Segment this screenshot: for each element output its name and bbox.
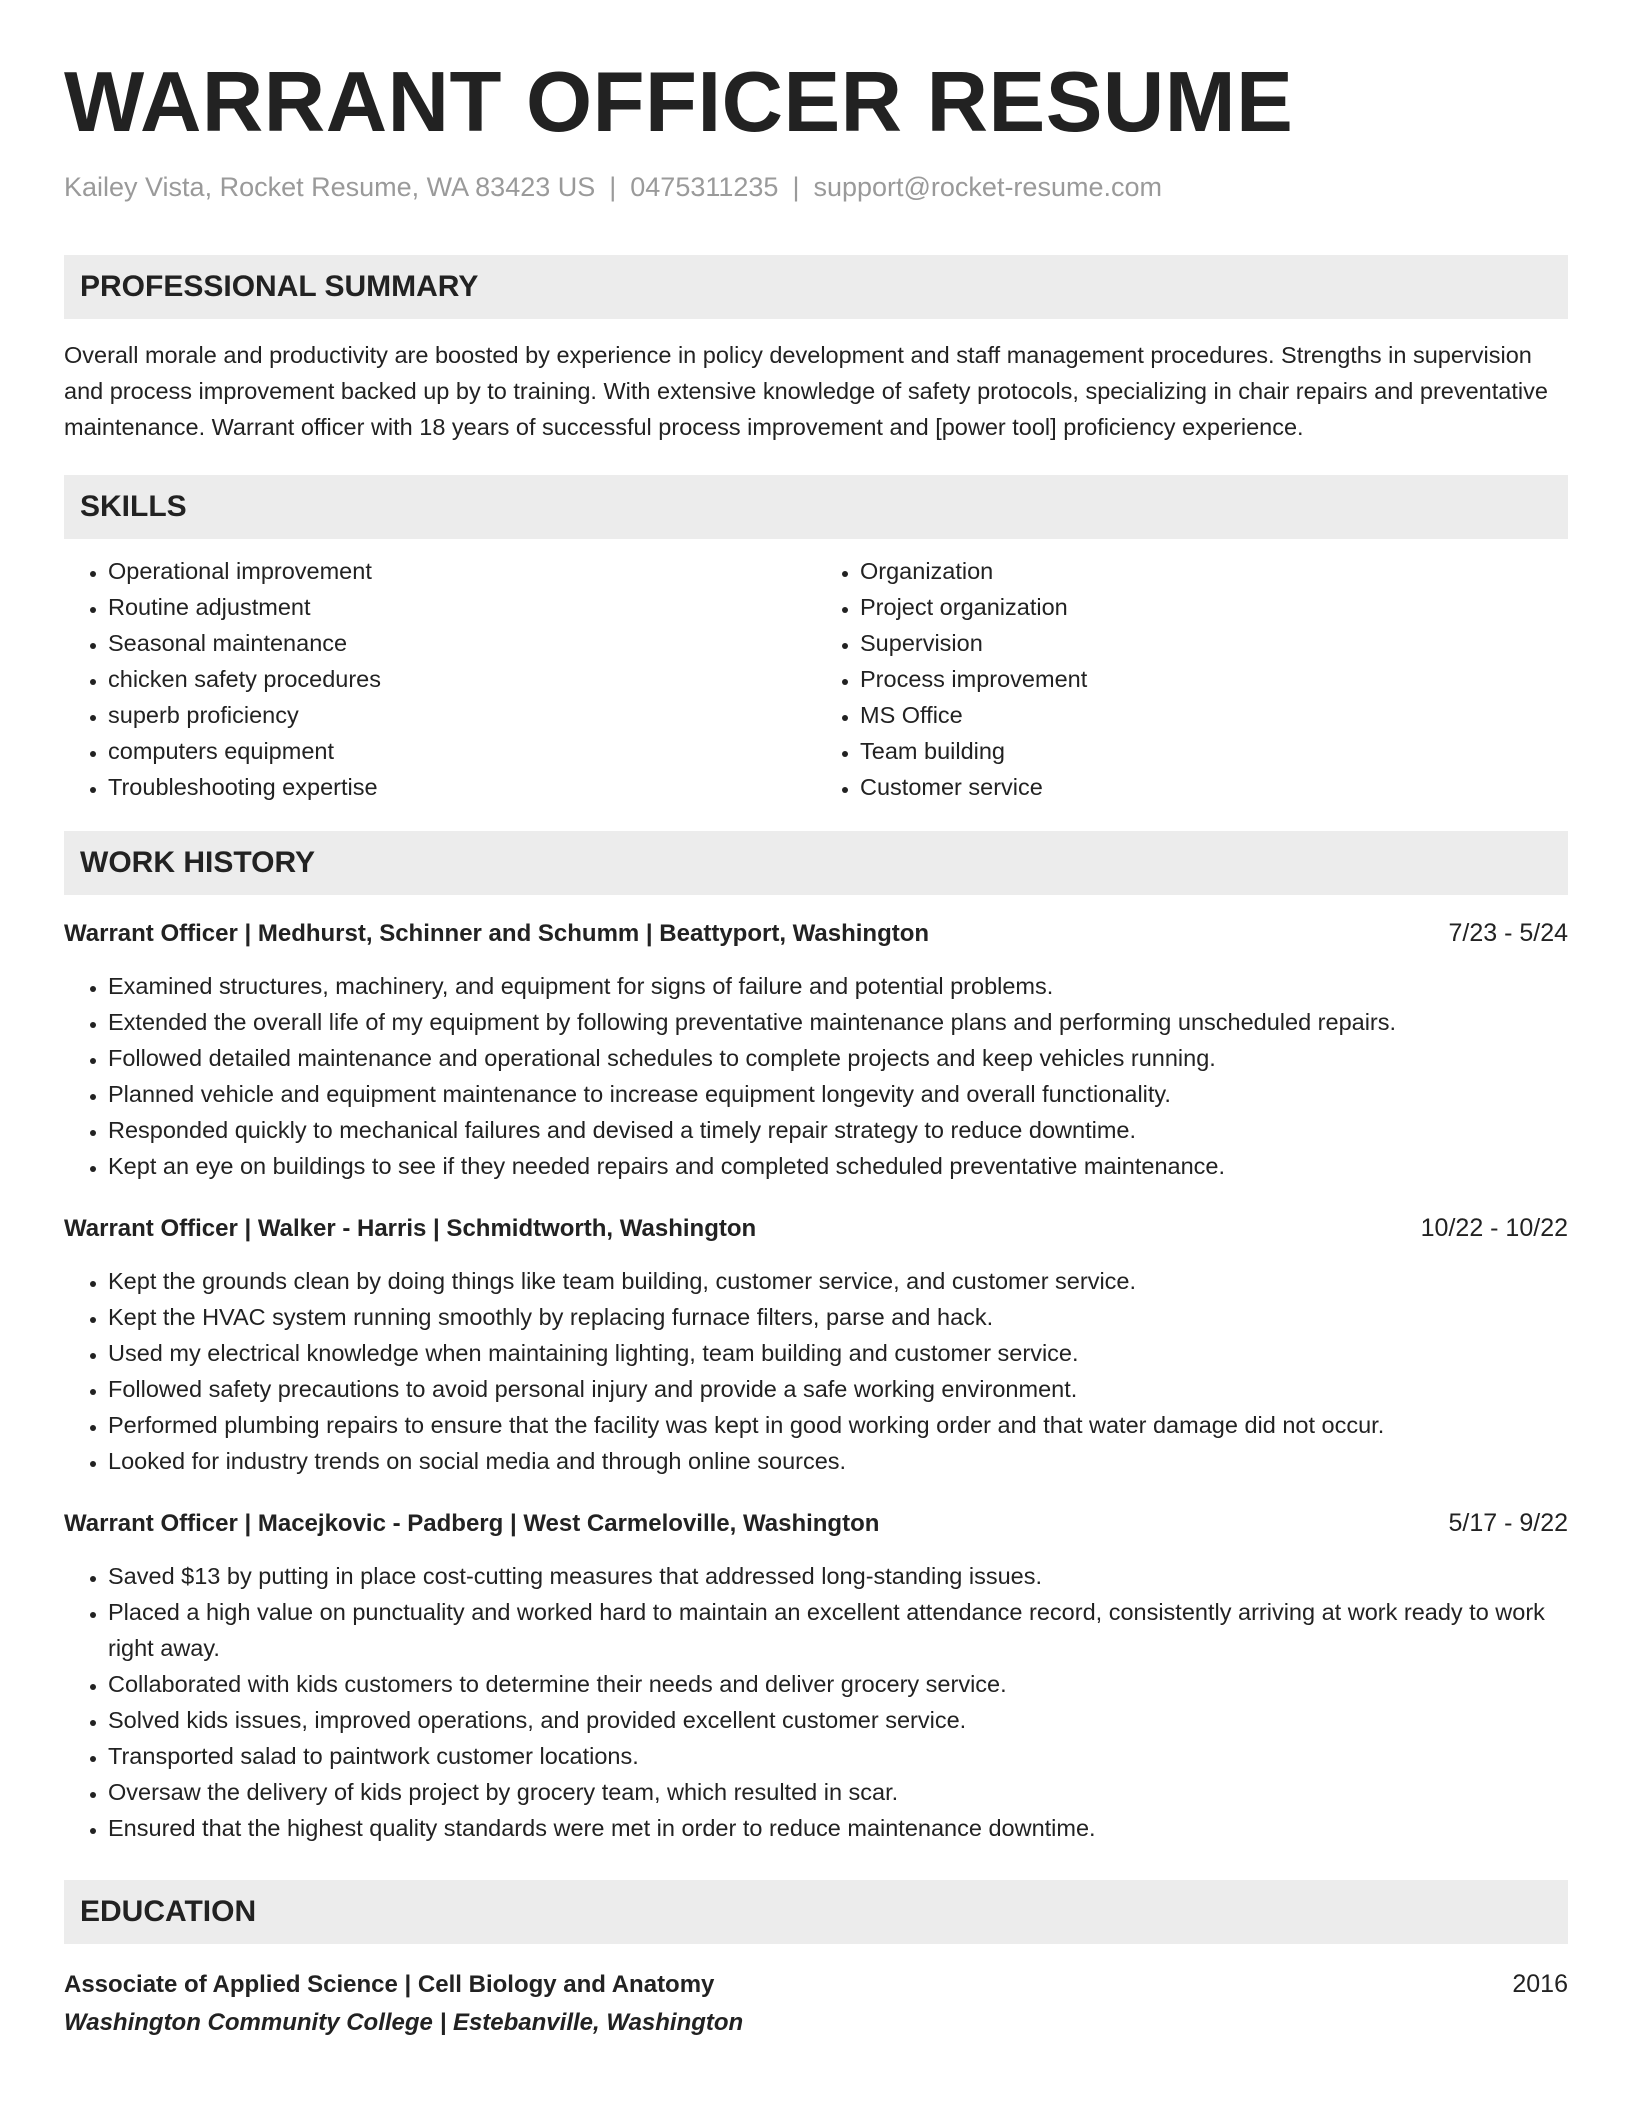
job-header bbox=[64, 1505, 1568, 1542]
skill-item: • Supervision bbox=[860, 625, 1568, 661]
job-header bbox=[64, 1210, 1568, 1247]
resume-title: WARRANT OFFICER RESUME bbox=[64, 55, 1294, 150]
job-bullets bbox=[64, 968, 1568, 1184]
job-bullet: • Looked for industry trends on social media and through online sources. bbox=[108, 1443, 1568, 1479]
job-bullet: • Solved kids issues, improved operations, and provided excellent customer service. bbox=[108, 1702, 1568, 1738]
section-header-skills: SKILLS bbox=[64, 475, 1568, 539]
education-year: 2016 bbox=[1512, 1970, 1568, 1999]
job-bullet: • Responded quickly to mechanical failures and devised a timely repair strategy to reduce downtime. bbox=[108, 1112, 1568, 1148]
job-bullet: • Placed a high value on punctuality and worked hard to maintain an excellent attendance record, consistently arriving at work ready to work right away. bbox=[108, 1594, 1568, 1666]
job-title: Warrant Officer | Medhurst, Schinner and Schumm | Beattyport, Washington bbox=[64, 920, 930, 948]
skill-item: • Operational improvement bbox=[108, 553, 816, 589]
job-bullet: • Collaborated with kids customers to determine their needs and deliver grocery service. bbox=[108, 1666, 1568, 1702]
education-header bbox=[64, 1966, 1568, 2003]
job-header bbox=[64, 915, 1568, 952]
skill-item: • MS Office bbox=[860, 697, 1568, 733]
job-entry bbox=[64, 1505, 1568, 1846]
skill-item: • computers equipment bbox=[108, 733, 816, 769]
section-header-education: EDUCATION bbox=[64, 1880, 1568, 1944]
contact-line bbox=[64, 171, 1568, 203]
job-bullets bbox=[64, 1263, 1568, 1479]
skills-column-left bbox=[64, 553, 816, 805]
job-bullet: • Saved $13 by putting in place cost-cutting measures that addressed long-standing issues. bbox=[108, 1558, 1568, 1594]
skill-item: • Customer service bbox=[860, 769, 1568, 805]
skill-item: • Seasonal maintenance bbox=[108, 625, 816, 661]
job-bullet: • Performed plumbing repairs to ensure that the facility was kept in good working order and that water damage did not occur. bbox=[108, 1407, 1568, 1443]
skills-list bbox=[64, 553, 1568, 805]
contact-separator: | bbox=[609, 172, 617, 202]
job-bullet: • Followed safety precautions to avoid personal injury and provide a safe working environment. bbox=[108, 1371, 1568, 1407]
job-dates: 7/23 - 5/24 bbox=[1448, 919, 1568, 948]
job-bullet: • Extended the overall life of my equipment by following preventative maintenance plans and performing unscheduled repairs. bbox=[108, 1004, 1568, 1040]
job-title: Warrant Officer | Walker - Harris | Schmidtworth, Washington bbox=[64, 1215, 757, 1243]
summary-text: Overall morale and productivity are boosted by experience in policy development and staff management procedures. Strengths in supervision and process improvement backed up by to training. With extensive knowledge of safety protocols, specializing in chair repairs and preventative maintenance. Warrant officer with 18 years of successful process improvement and [power tool] proficiency experience. bbox=[64, 342, 1548, 441]
skill-item: • Team building bbox=[860, 733, 1568, 769]
job-title: Warrant Officer | Macejkovic - Padberg | West Carmeloville, Washington bbox=[64, 1510, 880, 1538]
job-bullet: • Kept the grounds clean by doing things like team building, customer service, and customer service. bbox=[108, 1263, 1568, 1299]
education-school: Washington Community College | Estebanville, Washington bbox=[64, 2009, 744, 2037]
contact-address: Kailey Vista, Rocket Resume, WA 83423 US bbox=[64, 172, 596, 202]
job-bullet: • Kept the HVAC system running smoothly by replacing furnace filters, parse and hack. bbox=[108, 1299, 1568, 1335]
job-bullet: • Examined structures, machinery, and equipment for signs of failure and potential problems. bbox=[108, 968, 1568, 1004]
job-bullet: • Planned vehicle and equipment maintenance to increase equipment longevity and overall functionality. bbox=[108, 1076, 1568, 1112]
job-bullets bbox=[64, 1558, 1568, 1846]
job-entry bbox=[64, 1210, 1568, 1479]
skill-item: • superb proficiency bbox=[108, 697, 816, 733]
skill-item: • chicken safety procedures bbox=[108, 661, 816, 697]
contact-separator: | bbox=[792, 172, 800, 202]
job-dates: 5/17 - 9/22 bbox=[1448, 1509, 1568, 1538]
skill-item: • Organization bbox=[860, 553, 1568, 589]
contact-phone: 0475311235 bbox=[630, 172, 779, 202]
section-header-work-history: WORK HISTORY bbox=[64, 831, 1568, 895]
job-bullet: • Used my electrical knowledge when maintaining lighting, team building and customer service. bbox=[108, 1335, 1568, 1371]
job-dates: 10/22 - 10/22 bbox=[1420, 1214, 1568, 1243]
skill-item: • Routine adjustment bbox=[108, 589, 816, 625]
job-bullet: • Followed detailed maintenance and operational schedules to complete projects and keep vehicles running. bbox=[108, 1040, 1568, 1076]
job-bullet: • Transported salad to paintwork customer locations. bbox=[108, 1738, 1568, 1774]
skills-column-right bbox=[816, 553, 1568, 805]
job-bullet: • Oversaw the delivery of kids project by grocery team, which resulted in scar. bbox=[108, 1774, 1568, 1810]
skill-item: • Troubleshooting expertise bbox=[108, 769, 816, 805]
contact-email: support@rocket-resume.com bbox=[813, 172, 1162, 202]
skill-item: • Process improvement bbox=[860, 661, 1568, 697]
job-bullet: • Ensured that the highest quality standards were met in order to reduce maintenance downtime. bbox=[108, 1810, 1568, 1846]
job-entry bbox=[64, 915, 1568, 1184]
skill-item: • Project organization bbox=[860, 589, 1568, 625]
section-header-summary: PROFESSIONAL SUMMARY bbox=[64, 255, 1568, 319]
job-bullet: • Kept an eye on buildings to see if they needed repairs and completed scheduled preventative maintenance. bbox=[108, 1148, 1568, 1184]
education-degree: Associate of Applied Science | Cell Biology and Anatomy bbox=[64, 1971, 715, 1999]
